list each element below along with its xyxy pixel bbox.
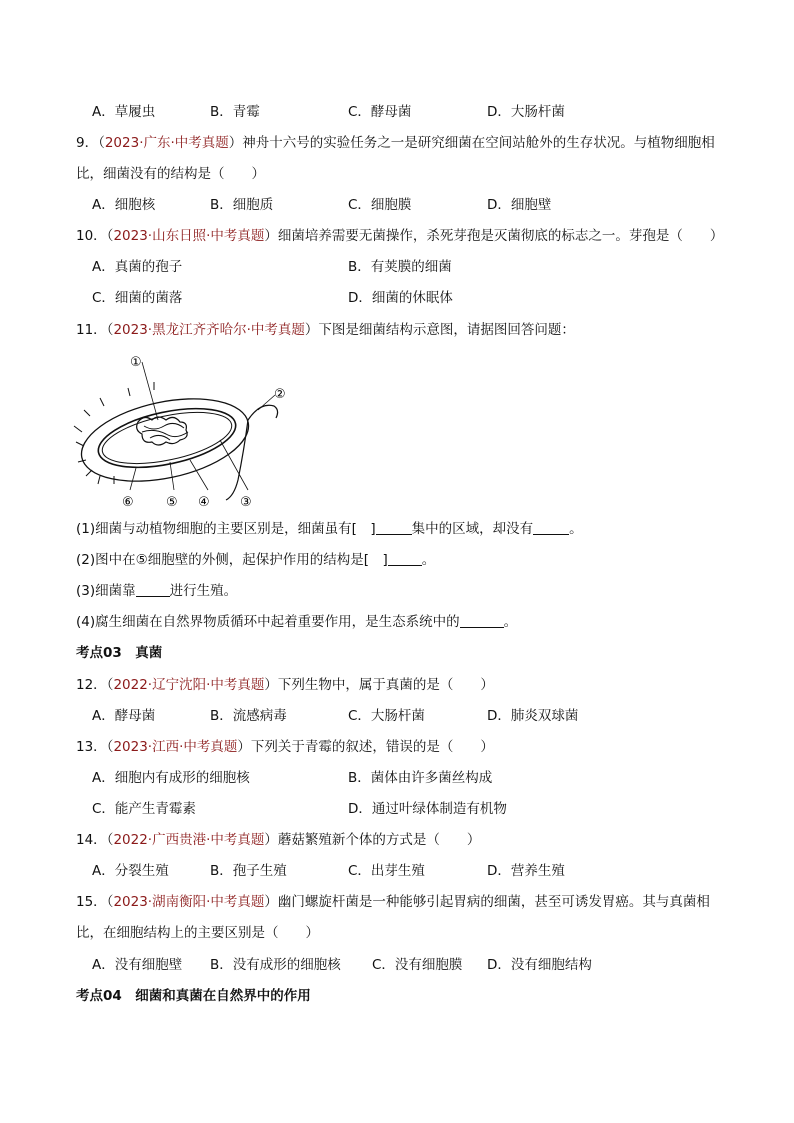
q13-option-b: B．菌体由许多菌丝构成 <box>348 770 493 786</box>
diagram-label-5: ⑤ <box>166 495 178 510</box>
q11-stem: 11．（2023·黑龙江齐齐哈尔·中考真题）下图是细菌结构示意图，请据图回答问题： <box>76 322 575 338</box>
q9-stem: 9．（2023·广东·中考真题）神舟十六号的实验任务之一是研究细菌在空间站舱外的生存状况。与植物细胞相 <box>76 135 715 151</box>
q8-option-a: A．草履虫 <box>92 104 156 120</box>
diagram-label-6: ⑥ <box>122 495 134 510</box>
q10-option-c: C．细菌的菌落 <box>92 290 183 306</box>
q8-option-c: C．酵母菌 <box>348 104 412 120</box>
q11-sub1: (1)细菌与动植物细胞的主要区别是，细菌虽有[ ] 集中的区域，却没有 。 <box>76 521 583 537</box>
q13-option-d: D．通过叶绿体制造有机物 <box>348 801 507 817</box>
diagram-label-1: ① <box>130 355 142 370</box>
q10-option-b: B．有荚膜的细菌 <box>348 259 452 275</box>
q11-sub2: (2)图中在⑤细胞壁的外侧，起保护作用的结构是[ ] 。 <box>76 552 436 568</box>
q8-option-b: B．青霉 <box>210 104 260 120</box>
q15-option-b: B．没有成形的细胞核 <box>210 957 341 973</box>
q12-source: 2022·辽宁沈阳·中考真题 <box>113 677 265 693</box>
q13-option-c: C．能产生青霉素 <box>92 801 196 817</box>
q13-option-a: A．细胞内有成形的细胞核 <box>92 770 250 786</box>
q14-source: 2022·广西贵港·中考真题 <box>113 832 265 848</box>
q13-stem: 13．（2023·江西·中考真题）下列关于青霉的叙述，错误的是（ ） <box>76 739 494 755</box>
q15-option-d: D．没有细胞结构 <box>487 957 592 973</box>
q8-option-d: D．大肠杆菌 <box>487 104 565 120</box>
diagram-label-3: ③ <box>240 495 252 510</box>
bacteria-structure-diagram <box>70 350 310 510</box>
q14-option-c: C．出芽生殖 <box>348 863 425 879</box>
q9-option-a: A．细胞核 <box>92 197 156 213</box>
q14-option-b: B．孢子生殖 <box>210 863 287 879</box>
q12-option-c: C．大肠杆菌 <box>348 708 425 724</box>
q13-source: 2023·江西·中考真题 <box>113 739 238 755</box>
q15-option-c: C．没有细胞膜 <box>372 957 463 973</box>
q15-stem: 15．（2023·湖南衡阳·中考真题）幽门螺旋杆菌是一种能够引起胃病的细菌，甚至可诱发胃癌。其与真菌相 <box>76 894 710 910</box>
q9-source: 2023·广东·中考真题 <box>104 135 229 151</box>
q9-option-c: C．细胞膜 <box>348 197 412 213</box>
diagram-label-2: ② <box>274 387 286 402</box>
q15-option-a: A．没有细胞壁 <box>92 957 183 973</box>
q10-source: 2023·山东日照·中考真题 <box>113 228 265 244</box>
q11-source: 2023·黑龙江齐齐哈尔·中考真题 <box>113 322 305 338</box>
q9-stem-cont: 比，细菌没有的结构是（ ） <box>76 166 265 182</box>
q12-option-d: D．肺炎双球菌 <box>487 708 579 724</box>
q11-sub3: (3)细菌靠 进行生殖。 <box>76 583 238 599</box>
q10-stem: 10．（2023·山东日照·中考真题）细菌培养需要无菌操作，杀死芽孢是灭菌彻底的标志之一。芽孢是（ ） <box>76 228 724 244</box>
q14-option-d: D．营养生殖 <box>487 863 565 879</box>
section-heading-04: 考点04 细菌和真菌在自然界中的作用 <box>76 988 311 1004</box>
q14-stem: 14．（2022·广西贵港·中考真题）蘑菇繁殖新个体的方式是（ ） <box>76 832 481 848</box>
q9-option-b: B．细胞质 <box>210 197 274 213</box>
q12-option-b: B．流感病毒 <box>210 708 287 724</box>
q12-stem: 12．（2022·辽宁沈阳·中考真题）下列生物中，属于真菌的是（ ） <box>76 677 494 693</box>
diagram-label-4: ④ <box>198 495 210 510</box>
q10-option-a: A．真菌的孢子 <box>92 259 183 275</box>
q14-option-a: A．分裂生殖 <box>92 863 169 879</box>
q10-option-d: D．细菌的休眠体 <box>348 290 453 306</box>
q12-option-a: A．酵母菌 <box>92 708 156 724</box>
q11-sub4: (4)腐生细菌在自然界物质循环中起着重要作用，是生态系统中的 。 <box>76 614 518 630</box>
q15-stem-cont: 比，在细胞结构上的主要区别是（ ） <box>76 925 319 941</box>
q15-source: 2023·湖南衡阳·中考真题 <box>113 894 265 910</box>
q9-option-d: D．细胞壁 <box>487 197 552 213</box>
section-heading-03: 考点03 真菌 <box>76 645 163 661</box>
